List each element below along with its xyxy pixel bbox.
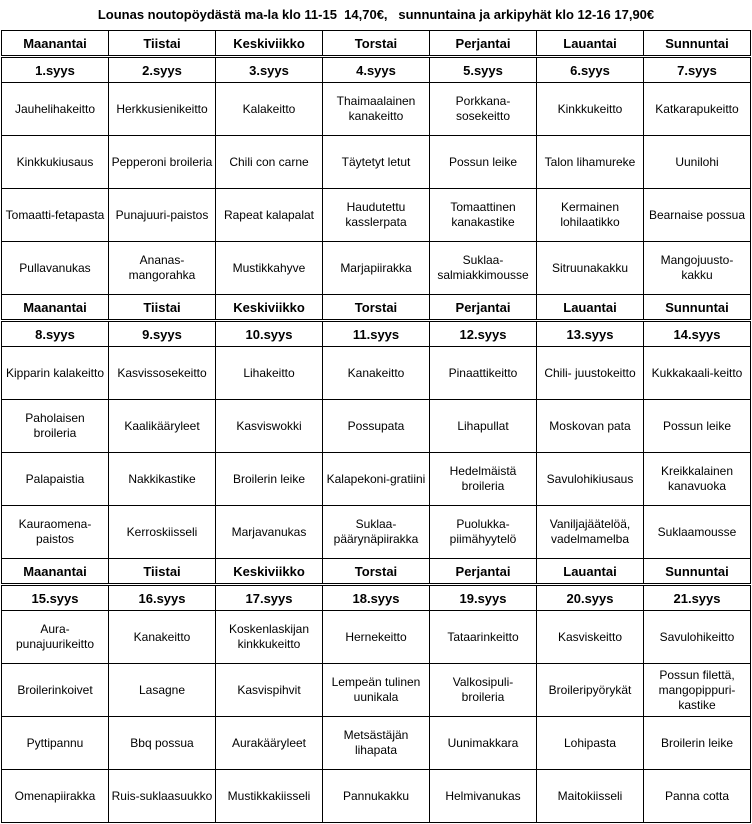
dish-cell: Uunilohi: [644, 136, 751, 189]
dish-cell: Punajuuri-paistos: [109, 189, 216, 242]
menu-title: Lounas noutopöydästä ma-la klo 11-15 14,70€, sunnuntaina ja arkipyhät klo 12-16 17,90€: [97, 7, 655, 22]
weekday-header-friday: Perjantai: [430, 31, 537, 56]
dish-cell: Broilerin leike: [644, 717, 751, 770]
dish-cell: Haudutettu kasslerpata: [323, 189, 430, 242]
weekday-header-sunday: Sunnuntai: [644, 559, 751, 584]
date-cell: 3.syys: [216, 58, 323, 83]
dish-cell: Thaimaalainen kanakeitto: [323, 83, 430, 136]
dish-cell: Kinkkukeitto: [537, 83, 644, 136]
dish-cell: Panna cotta: [644, 770, 751, 823]
dish-cell: Kauraomena-paistos: [2, 506, 109, 559]
dish-cell: Jauhelihakeitto: [2, 83, 109, 136]
dish-cell: Pepperoni broileria: [109, 136, 216, 189]
dish-row: [2, 242, 751, 295]
dish-cell: Tomaatti-fetapasta: [2, 189, 109, 242]
dish-cell: Savulohikiusaus: [537, 453, 644, 506]
weekday-header-wednesday: Keskiviikko: [216, 559, 323, 584]
dish-cell: Kipparin kalakeitto: [2, 347, 109, 400]
dish-cell: Kanakeitto: [109, 611, 216, 664]
date-cell: 16.syys: [109, 586, 216, 611]
weekday-header-sunday: Sunnuntai: [644, 295, 751, 320]
dish-cell: Hernekeitto: [323, 611, 430, 664]
dish-cell: Kasvispihvit: [216, 664, 323, 717]
dish-cell: Pinaattikeitto: [430, 347, 537, 400]
dish-cell: Sitruunakakku: [537, 242, 644, 295]
dish-cell: Paholaisen broileria: [2, 400, 109, 453]
dish-cell: Katkarapukeitto: [644, 83, 751, 136]
weekday-header-thursday: Torstai: [323, 295, 430, 320]
dish-cell: Possun leike: [644, 400, 751, 453]
dish-cell: Ananas-mangorahka: [109, 242, 216, 295]
dish-cell: Possun leike: [430, 136, 537, 189]
weekday-header-row: [2, 31, 751, 56]
dish-row: [2, 136, 751, 189]
date-cell: 7.syys: [644, 58, 751, 83]
dish-cell: Metsästäjän lihapata: [323, 717, 430, 770]
dish-cell: Mangojuusto-kakku: [644, 242, 751, 295]
dish-cell: Ruis-suklaasuukko: [109, 770, 216, 823]
dish-cell: Aura-punajuurikeitto: [2, 611, 109, 664]
date-cell: 21.syys: [644, 586, 751, 611]
date-cell: 20.syys: [537, 586, 644, 611]
dish-row: [2, 347, 751, 400]
dish-row: [2, 400, 751, 453]
weekday-header-saturday: Lauantai: [537, 295, 644, 320]
dish-cell: Kreikkalainen kanavuoka: [644, 453, 751, 506]
dish-cell: Lohipasta: [537, 717, 644, 770]
dish-cell: Marjavanukas: [216, 506, 323, 559]
dish-cell: Savulohikeitto: [644, 611, 751, 664]
dish-cell: Broilerin leike: [216, 453, 323, 506]
weekday-header-friday: Perjantai: [430, 559, 537, 584]
dish-cell: Maitokiisseli: [537, 770, 644, 823]
dish-cell: Uunimakkara: [430, 717, 537, 770]
dish-cell: Valkosipuli-broileria: [430, 664, 537, 717]
dish-cell: Kanakeitto: [323, 347, 430, 400]
date-cell: 6.syys: [537, 58, 644, 83]
date-cell: 2.syys: [109, 58, 216, 83]
date-cell: 17.syys: [216, 586, 323, 611]
dish-cell: Koskenlaskijan kinkkukeitto: [216, 611, 323, 664]
date-cell: 15.syys: [2, 586, 109, 611]
dish-row: [2, 664, 751, 717]
dish-cell: Mustikkakiisseli: [216, 770, 323, 823]
weekday-header-wednesday: Keskiviikko: [216, 31, 323, 56]
dish-cell: Kinkkukiusaus: [2, 136, 109, 189]
date-cell: 10.syys: [216, 322, 323, 347]
dish-cell: Puolukka-piimähyytelö: [430, 506, 537, 559]
dish-cell: Possupata: [323, 400, 430, 453]
dish-cell: Broileripyörykät: [537, 664, 644, 717]
weekday-header-wednesday: Keskiviikko: [216, 295, 323, 320]
date-cell: 9.syys: [109, 322, 216, 347]
dish-cell: Hedelmäistä broileria: [430, 453, 537, 506]
dish-cell: Broilerinkoivet: [2, 664, 109, 717]
dish-cell: Vaniljajäätelöä, vadelmamelba: [537, 506, 644, 559]
dish-cell: Kalakeitto: [216, 83, 323, 136]
dish-cell: Kukkakaali-keitto: [644, 347, 751, 400]
dish-cell: Kasvissosekeitto: [109, 347, 216, 400]
date-cell: 8.syys: [2, 322, 109, 347]
date-cell: 14.syys: [644, 322, 751, 347]
dish-cell: Chili con carne: [216, 136, 323, 189]
dish-cell: Kermainen lohilaatikko: [537, 189, 644, 242]
dish-row: [2, 611, 751, 664]
dish-cell: Bbq possua: [109, 717, 216, 770]
dish-cell: Kasviskeitto: [537, 611, 644, 664]
weekday-header-sunday: Sunnuntai: [644, 31, 751, 56]
weekday-header-monday: Maanantai: [2, 295, 109, 320]
weekday-header-monday: Maanantai: [2, 559, 109, 584]
date-row: [2, 322, 751, 347]
weekday-header-thursday: Torstai: [323, 559, 430, 584]
date-cell: 19.syys: [430, 586, 537, 611]
dish-cell: Helmivanukas: [430, 770, 537, 823]
dish-cell: Aurakääryleet: [216, 717, 323, 770]
dish-cell: Omenapiirakka: [2, 770, 109, 823]
dish-cell: Mustikkahyve: [216, 242, 323, 295]
dish-cell: Lihapullat: [430, 400, 537, 453]
weekday-header-row: [2, 559, 751, 584]
date-cell: 1.syys: [2, 58, 109, 83]
date-cell: 12.syys: [430, 322, 537, 347]
dish-cell: Pannukakku: [323, 770, 430, 823]
dish-cell: Pullavanukas: [2, 242, 109, 295]
weekday-header-tuesday: Tiistai: [109, 295, 216, 320]
dish-cell: Kaalikääryleet: [109, 400, 216, 453]
dish-cell: Moskovan pata: [537, 400, 644, 453]
dish-cell: Palapaistia: [2, 453, 109, 506]
dish-cell: Tomaattinen kanakastike: [430, 189, 537, 242]
dish-cell: Lihakeitto: [216, 347, 323, 400]
date-cell: 13.syys: [537, 322, 644, 347]
dish-cell: Porkkana-sosekeitto: [430, 83, 537, 136]
dish-cell: Bearnaise possua: [644, 189, 751, 242]
dish-cell: Herkkusienikeitto: [109, 83, 216, 136]
dish-cell: Kalapekoni-gratiini: [323, 453, 430, 506]
dish-cell: Suklaa-päärynäpiirakka: [323, 506, 430, 559]
dish-cell: Tataarinkeitto: [430, 611, 537, 664]
dish-cell: Kasviswokki: [216, 400, 323, 453]
dish-cell: Chili- juustokeitto: [537, 347, 644, 400]
dish-cell: Talon lihamureke: [537, 136, 644, 189]
date-row: [2, 586, 751, 611]
dish-cell: Pyttipannu: [2, 717, 109, 770]
dish-cell: Nakkikastike: [109, 453, 216, 506]
dish-cell: Rapeat kalapalat: [216, 189, 323, 242]
dish-row: [2, 83, 751, 136]
dish-cell: Täytetyt letut: [323, 136, 430, 189]
date-cell: 5.syys: [430, 58, 537, 83]
weekday-header-tuesday: Tiistai: [109, 31, 216, 56]
date-cell: 11.syys: [323, 322, 430, 347]
dish-cell: Lasagne: [109, 664, 216, 717]
weekday-header-tuesday: Tiistai: [109, 559, 216, 584]
weekday-header-saturday: Lauantai: [537, 31, 644, 56]
dish-row: [2, 770, 751, 823]
weekday-header-monday: Maanantai: [2, 31, 109, 56]
weekday-header-saturday: Lauantai: [537, 559, 644, 584]
dish-row: [2, 717, 751, 770]
date-cell: 18.syys: [323, 586, 430, 611]
dish-row: [2, 453, 751, 506]
dish-row: [2, 189, 751, 242]
dish-cell: Possun filettä, mangopippuri-kastike: [644, 664, 751, 717]
weekday-header-row: [2, 295, 751, 320]
date-row: [2, 58, 751, 83]
date-cell: 4.syys: [323, 58, 430, 83]
weekday-header-thursday: Torstai: [323, 31, 430, 56]
dish-cell: Suklaamousse: [644, 506, 751, 559]
lunch-menu-table: [1, 30, 751, 823]
dish-cell: Lempeän tulinen uunikala: [323, 664, 430, 717]
dish-cell: Kerroskiisseli: [109, 506, 216, 559]
dish-row: [2, 506, 751, 559]
dish-cell: Suklaa-salmiakkimousse: [430, 242, 537, 295]
dish-cell: Marjapiirakka: [323, 242, 430, 295]
weekday-header-friday: Perjantai: [430, 295, 537, 320]
